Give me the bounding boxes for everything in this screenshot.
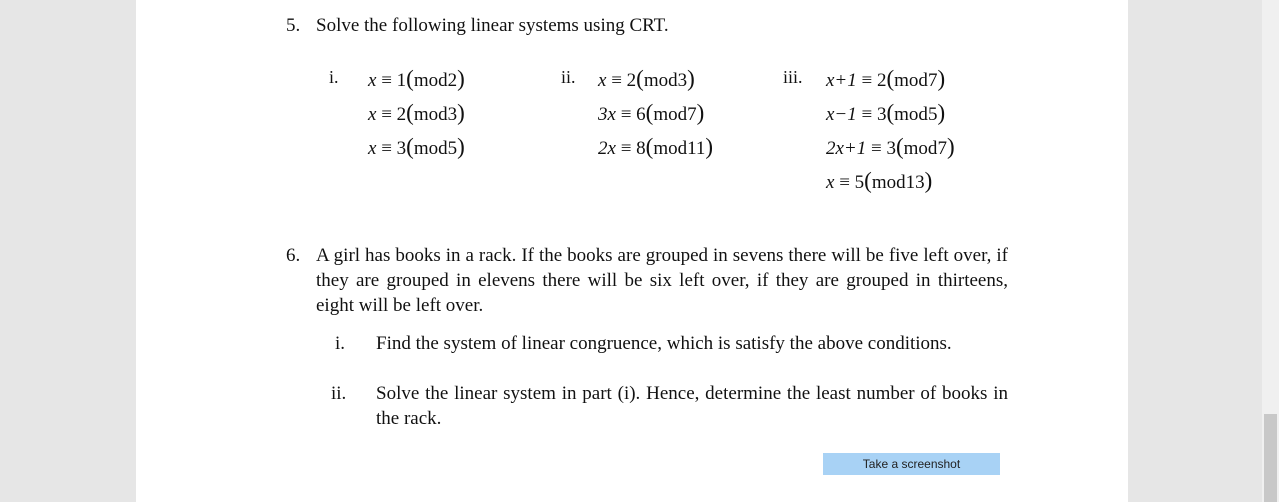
eq-modulus: 3: [447, 104, 458, 125]
question-5-number: 5.: [286, 15, 301, 36]
eq-residue: 6: [636, 104, 646, 125]
eq-modulus: 7: [687, 104, 697, 125]
eq-residue: 2: [876, 70, 887, 91]
eq-modulus: 13: [905, 172, 925, 193]
system-i-label: i.: [329, 67, 339, 87]
equation: 2x+1 ≡ 3(mod7): [826, 134, 955, 159]
equation: x ≡ 3(mod5): [368, 134, 465, 159]
vertical-scrollbar[interactable]: [1262, 0, 1279, 502]
equation: x+1 ≡ 2(mod7): [826, 66, 946, 91]
eq-lhs: x−1: [826, 104, 857, 125]
system-iii-label: iii.: [783, 67, 803, 87]
eq-lhs: x: [368, 70, 377, 91]
eq-modulus: 5: [447, 138, 458, 159]
part-i-label: i.: [335, 333, 346, 354]
eq-lhs: x: [598, 70, 607, 91]
eq-lhs: 2x+1: [826, 138, 867, 159]
eq-lhs: x+1: [826, 70, 857, 91]
part-i-text: Find the system of linear congruence, which is satisfy the above conditions.: [376, 333, 952, 354]
equation: x ≡ 2(mod3): [598, 66, 695, 91]
equation: x ≡ 2(mod3): [368, 100, 465, 125]
equation: x ≡ 5(mod13): [826, 168, 933, 193]
eq-modulus: 3: [677, 70, 688, 91]
eq-residue: 5: [854, 172, 865, 193]
eq-residue: 3: [876, 104, 887, 125]
equation: x−1 ≡ 3(mod5): [826, 100, 946, 125]
scrollbar-thumb[interactable]: [1264, 414, 1277, 502]
eq-modulus: 2: [447, 70, 458, 91]
eq-lhs: x: [368, 138, 377, 159]
equation: 3x ≡ 6(mod7): [598, 100, 705, 125]
equation: 2x ≡ 8(mod11): [598, 134, 714, 159]
take-screenshot-button[interactable]: Take a screenshot: [823, 453, 1000, 475]
eq-residue: 3: [396, 138, 407, 159]
eq-lhs: 2x: [598, 138, 616, 159]
question-6-number: 6.: [286, 245, 301, 266]
eq-residue: 2: [396, 104, 407, 125]
system-ii-label: ii.: [561, 67, 576, 87]
eq-residue: 2: [626, 70, 637, 91]
question-6-text: A girl has books in a rack. If the books are grouped in sevens there will be five left over, if they are grouped in elevens there will be six left over, if they are grouped in thirteens, eight will be left over.: [316, 245, 1008, 316]
eq-modulus: 11: [687, 138, 706, 159]
eq-lhs: 3x: [598, 104, 616, 125]
eq-residue: 1: [396, 70, 407, 91]
eq-modulus: 7: [937, 138, 947, 159]
part-ii-label: ii.: [331, 383, 347, 404]
eq-lhs: x: [826, 172, 835, 193]
eq-residue: 8: [636, 138, 646, 159]
eq-modulus: 5: [927, 104, 938, 125]
eq-residue: 3: [886, 138, 896, 159]
equation: x ≡ 1(mod2): [368, 66, 465, 91]
question-5-text: Solve the following linear systems using CRT.: [316, 15, 669, 36]
part-ii-text: Solve the linear system in part (i). Hence, determine the least number of books in the rack.: [376, 383, 1008, 429]
eq-lhs: x: [368, 104, 377, 125]
eq-modulus: 7: [927, 70, 938, 91]
